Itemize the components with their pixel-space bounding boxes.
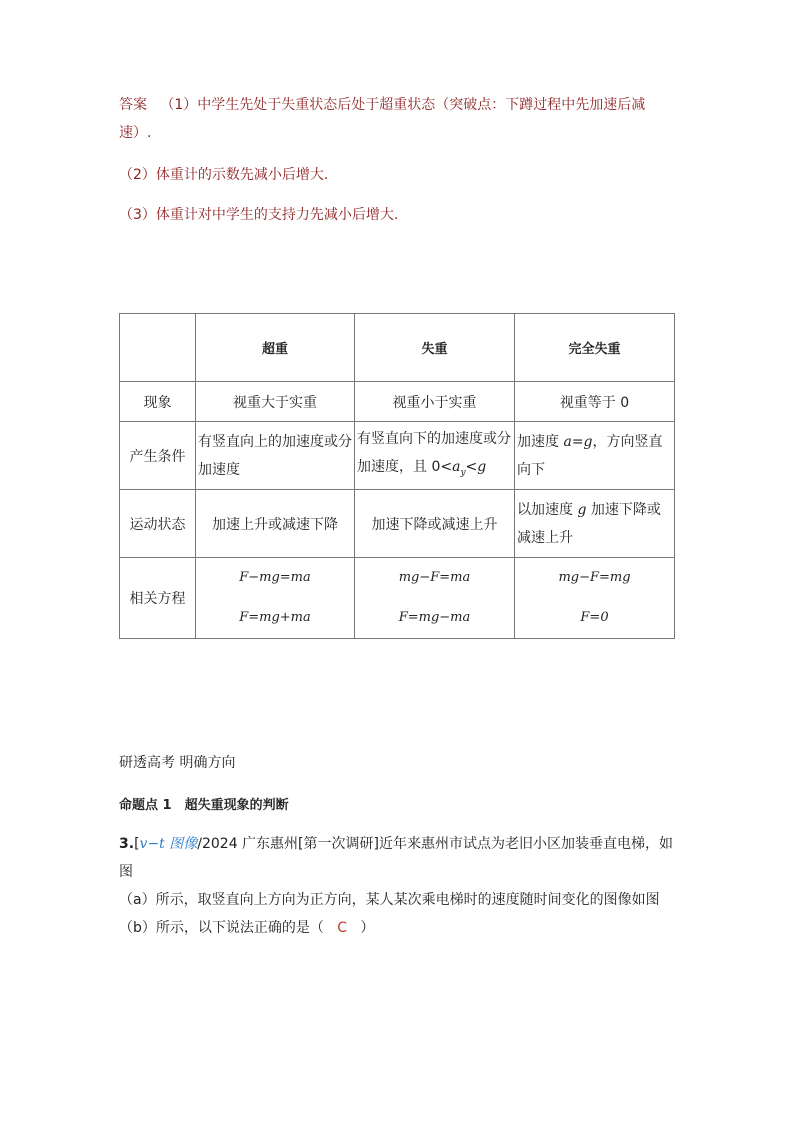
condition-weightless: 有竖直向下的加速度或分加速度，且 $0<a_y<g$	[357, 430, 511, 478]
table-cell	[355, 422, 515, 490]
row-label-condition: 产生条件	[120, 422, 196, 490]
equation: F=0	[580, 610, 609, 625]
table-cell: 加速下降或减速上升	[355, 490, 515, 558]
header-overweight: 超重	[196, 314, 355, 382]
question-line-1: 3.[v−t 图像/2024 广东惠州[第一次调研]近年来惠州市试点为老旧小区加装垂直电梯，如图	[119, 836, 673, 880]
equation: F=mg−ma	[398, 610, 471, 625]
table-cell: 视重大于实重	[196, 382, 355, 422]
answer-part-2: （2）体重计的示数先减小后增大.	[119, 167, 329, 183]
table-row	[120, 422, 675, 490]
question-3	[119, 830, 679, 942]
table-cell	[355, 558, 515, 639]
header-empty	[120, 314, 196, 382]
table-row	[120, 490, 675, 558]
answer-line-1	[119, 90, 679, 120]
table-cell: 有竖直向上的加速度或分加速度	[196, 422, 355, 490]
table-cell	[515, 422, 675, 490]
question-line-3: （b）所示，以下说法正确的是（ C ）	[119, 920, 375, 936]
row-label-motion: 运动状态	[120, 490, 196, 558]
condition-complete: 加速度 a=g，方向竖直向下	[517, 433, 663, 478]
equation: mg−F=mg	[558, 570, 631, 585]
equation: mg−F=ma	[398, 570, 471, 585]
proposition-title: 命题点 1 超失重现象的判断	[119, 798, 289, 813]
overweight-weightless-table	[119, 313, 675, 639]
table-cell: 视重小于实重	[355, 382, 515, 422]
vt-graph-link[interactable]: v−t 图像	[139, 836, 198, 852]
table-row	[120, 558, 675, 639]
table-cell: 视重等于 0	[515, 382, 675, 422]
table-cell	[515, 490, 675, 558]
table-cell	[515, 558, 675, 639]
motion-complete: 以加速度 g 加速下降或减速上升	[517, 501, 661, 546]
question-number: 3.	[119, 836, 135, 852]
table-header-row	[120, 314, 675, 382]
answer-label: 答案	[119, 97, 147, 113]
table-cell	[196, 558, 355, 639]
equation: F−mg=ma	[239, 570, 311, 585]
answer-block	[119, 90, 679, 148]
question-line-2: （a）所示，取竖直向上方向为正方向，某人某次乘电梯时的速度随时间变化的图像如图	[119, 892, 660, 908]
equation: F=mg+ma	[239, 610, 311, 625]
answer-part-3: （3）体重计对中学生的支持力先减小后增大.	[119, 207, 399, 223]
table-row	[120, 382, 675, 422]
table-cell: 加速上升或减速下降	[196, 490, 355, 558]
row-label-phenomenon: 现象	[120, 382, 196, 422]
row-label-equation: 相关方程	[120, 558, 196, 639]
question-answer: C	[337, 920, 348, 936]
question-source: /2024 广东惠州[第一次调研]近年来惠州市试点为老旧小区加装垂直电梯，如图	[119, 836, 673, 880]
answer-part-1b: 速）.	[119, 125, 152, 141]
section-title: 研透高考 明确方向	[119, 755, 236, 771]
header-weightless: 失重	[355, 314, 515, 382]
answer-part-1: （1）中学生先处于失重状态后处于超重状态（突破点：下蹲过程中先加速后减	[160, 97, 646, 113]
header-complete-weightless: 完全失重	[515, 314, 675, 382]
